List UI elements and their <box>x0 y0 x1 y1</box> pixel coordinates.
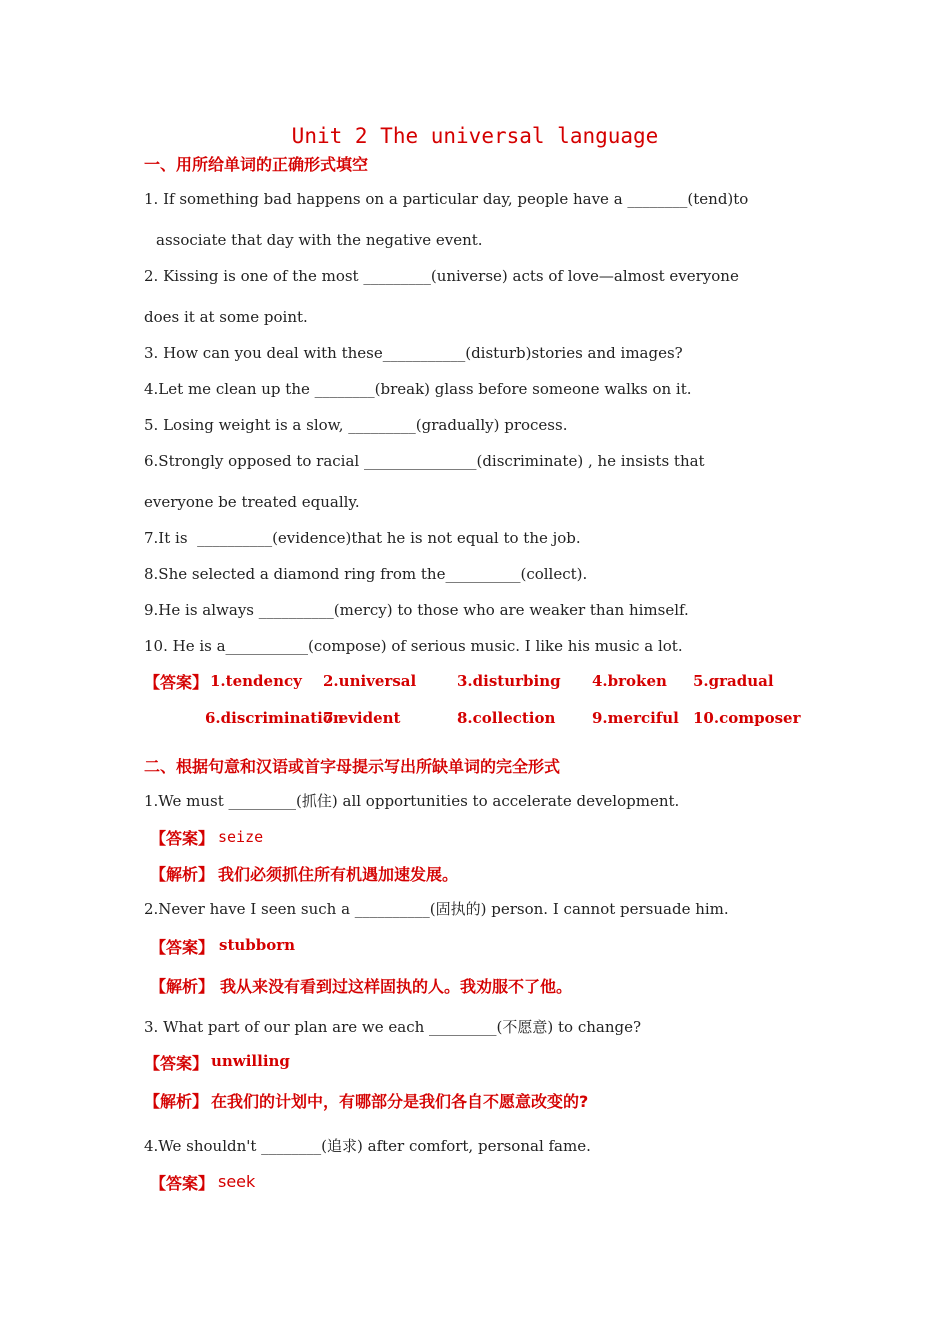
s2-question-4: 4.We shouldn't ________(追求) after comfort, personal fame. <box>144 1137 591 1155</box>
page-title: Unit 2 The universal language <box>291 124 659 148</box>
answer-2: 2.universal <box>323 672 417 690</box>
s2-answer-1: seize <box>218 828 264 846</box>
answer-label: 【答案】 <box>144 673 209 692</box>
question-10: 10. He is a___________(compose) of serious music. I like his music a lot. <box>144 637 683 655</box>
s2-answer-4: seek <box>218 1172 256 1191</box>
s2-explain-2-label: 【解析】 <box>150 977 215 996</box>
s2-question-3: 3. What part of our plan are we each _________(不愿意) to change? <box>144 1018 642 1036</box>
question-1-line1: 1. If something bad happens on a particular day, people have a ________(tend)to <box>144 190 749 208</box>
s2-explain-3-label: 【解析】 <box>144 1092 209 1111</box>
s2-explain-3: 在我们的计划中，有哪部分是我们各自不愿意改变的? <box>211 1092 589 1111</box>
answer-4: 4.broken <box>592 672 667 690</box>
section1-heading: 一、用所给单词的正确形式填空 <box>144 155 369 174</box>
answer-3: 3.disturbing <box>457 672 561 690</box>
s2-answer-2-label: 【答案】 <box>150 938 215 957</box>
question-2-line1: 2. Kissing is one of the most _________(universe) acts of love—almost everyone <box>144 267 739 285</box>
question-6-line2: everyone be treated equally. <box>144 493 360 511</box>
question-5: 5. Losing weight is a slow, _________(gradually) process. <box>144 416 568 434</box>
question-6-line1: 6.Strongly opposed to racial _______________(discriminate) , he insists that <box>144 452 705 470</box>
s2-answer-2: stubborn <box>219 936 296 954</box>
answer-10: 10.composer <box>693 709 801 727</box>
answer-6: 6.discrimination <box>205 709 344 727</box>
question-8: 8.She selected a diamond ring from the__________(collect). <box>144 565 588 583</box>
s2-explain-1: 我们必须抓住所有机遇加速发展。 <box>218 865 459 884</box>
s2-answer-4-label: 【答案】 <box>150 1174 215 1193</box>
question-9: 9.He is always __________(mercy) to those who are weaker than himself. <box>144 601 689 619</box>
s2-answer-1-label: 【答案】 <box>150 829 215 848</box>
question-7: 7.It is __________(evidence)that he is not equal to the job. <box>144 529 581 547</box>
s2-answer-3-label: 【答案】 <box>144 1054 209 1073</box>
question-4: 4.Let me clean up the ________(break) glass before someone walks on it. <box>144 380 692 398</box>
question-2-line2: does it at some point. <box>144 308 308 326</box>
s2-explain-1-label: 【解析】 <box>150 865 215 884</box>
answer-5: 5.gradual <box>693 672 774 690</box>
s2-explain-2: 我从来没有看到过这样固执的人。我劝服不了他。 <box>220 977 573 996</box>
section2-heading: 二、根据句意和汉语或首字母提示写出所缺单词的完全形式 <box>144 757 561 776</box>
s2-question-1: 1.We must _________(抓住) all opportunities to accelerate development. <box>144 792 680 810</box>
answer-7: 7.evident <box>323 709 401 727</box>
question-1-line2: associate that day with the negative event. <box>156 231 483 249</box>
answer-9: 9.merciful <box>592 709 679 727</box>
s2-answer-3: unwilling <box>211 1052 290 1070</box>
s2-question-2: 2.Never have I seen such a __________(固执的) person. I cannot persuade him. <box>144 900 729 918</box>
answer-1: 1.tendency <box>210 672 302 690</box>
answer-8: 8.collection <box>457 709 556 727</box>
question-3: 3. How can you deal with these___________(disturb)stories and images? <box>144 344 683 362</box>
